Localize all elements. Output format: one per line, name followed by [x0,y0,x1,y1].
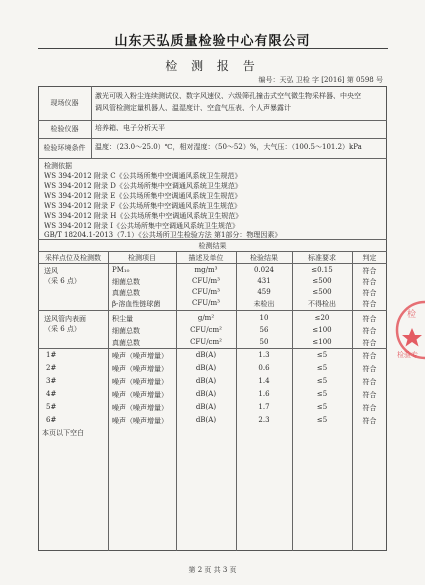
cell-item: 真菌总数 [112,289,140,297]
results-title: 检测结果 [198,242,227,250]
cell-verdict: 符合 [362,327,377,335]
lab-instrument-label: 检验仪器 [50,125,79,133]
divider [108,251,109,551]
cell-verdict: 符合 [362,278,377,286]
cell-standard: ≤0.15 [311,266,333,274]
col-header-verdict: 判定 [362,254,377,262]
cell-unit: CFU/cm² [190,326,222,334]
report-title: 检 测 报 告 [165,59,260,73]
cell-verdict: 符合 [362,300,377,308]
cell-standard: ≤500 [312,277,332,285]
group-count: （采 6 点） [44,325,81,333]
basis-item: WS 394-2012 附录 I《公共场所集中空调通风系统卫生规范》 [44,222,239,230]
cell-point: 1# [46,351,57,359]
cell-result: 1.3 [258,351,270,359]
cell-result: 50 [259,338,269,346]
report-number: 编号：天弘 卫检 字 [2016] 第 0598 号 [258,76,383,84]
cell-standard: ≤20 [314,314,330,322]
basis-item: GB/T 18204.1-2013（7.1）《公共场所卫生检验方法 第1部分：物理因素》 [44,231,282,239]
group-count: （采 6 点） [44,277,81,285]
cell-unit: dB(A) [195,390,217,398]
cell-point: 6# [46,416,57,424]
group-name: 送风管内表面 [44,315,86,323]
cell-unit: mg/m³ [194,266,218,274]
seal-text-top: 检 [407,310,417,320]
basis-title: 检测依据 [44,162,72,170]
cell-standard: ≤100 [312,338,332,346]
cell-result: 56 [259,326,269,334]
cell-unit: dB(A) [195,403,217,411]
col-header-standard: 标准要求 [308,254,336,262]
blank-note: 本页以下空白 [42,429,84,437]
cell-unit: dB(A) [195,377,217,385]
basis-section [38,160,387,240]
divider [91,86,92,158]
cell-item: 噪声（噪声增量） [112,352,168,360]
cell-item: 积尘量 [112,315,133,323]
cell-unit: dB(A) [195,351,217,359]
cell-standard: ≤100 [312,326,332,334]
cell-standard: 不得检出 [308,300,336,308]
environment-value: 温度：（23.0～25.0）℃，相对湿度：（50～52）%，大气压：（100.5～101.2）kPa [95,143,362,151]
col-header-unit: 描述及单位 [188,254,224,262]
official-seal-stamp [395,295,425,365]
cell-standard: ≤5 [316,364,328,372]
cell-item: 细菌总数 [112,327,140,335]
cell-standard: ≤5 [316,351,328,359]
cell-item: 噪声（噪声增量） [112,391,168,399]
basis-item: WS 394-2012 附录 H《公共场所集中空调通风系统卫生规范》 [44,212,243,220]
col-header-result: 检验结果 [250,254,278,262]
cell-unit: CFU/m³ [192,277,220,285]
divider [38,251,387,252]
cell-unit: dB(A) [195,416,217,424]
cell-point: 5# [46,403,57,411]
cell-verdict: 符合 [362,417,377,425]
lab-instrument-value: 培养箱、电子分析天平 [95,124,165,132]
cell-item: PM₁₀ [112,266,130,274]
divider [38,348,387,349]
cell-standard: ≤5 [316,403,328,411]
cell-verdict: 符合 [362,378,377,386]
cell-item: 噪声（噪声增量） [112,378,168,386]
cell-result: 1.6 [258,390,270,398]
instrument-value-line1: 激光可吸入粉尘连续测试仪、数字风速仪、六级筛孔撞击式空气微生物采样器、中央空 [95,92,361,100]
cell-item: 细菌总数 [112,278,140,286]
cell-result: 10 [259,314,269,322]
basis-item: WS 394-2012 附录 C《公共场所集中空调通风系统卫生规范》 [44,172,242,180]
cell-verdict: 符合 [362,289,377,297]
cell-result: 1.4 [258,377,270,385]
instrument-value-line2: 调风管检测定量机器人、温湿度计、空盒气压表、个人声暴露计 [95,104,291,112]
cell-verdict: 符合 [362,267,377,275]
cell-unit: CFU/m³ [192,288,220,296]
cell-standard: ≤5 [316,390,328,398]
cell-verdict: 符合 [362,315,377,323]
cell-item: β-溶血性链球菌 [112,300,161,308]
cell-point: 2# [46,364,57,372]
divider [38,138,387,139]
cell-unit: CFU/m³ [192,299,220,307]
cell-unit: g/m² [197,314,215,322]
environment-label: 检验环境条件 [43,144,86,152]
col-header-sample: 采样点位及检测数 [45,254,101,262]
cell-standard: ≤5 [316,416,328,424]
cell-item: 噪声（噪声增量） [112,365,168,373]
group-name: 送风 [44,267,58,275]
cell-verdict: 符合 [362,352,377,360]
divider [236,251,237,551]
cell-result: 2.3 [258,416,270,424]
divider [38,310,387,311]
cell-item: 噪声（噪声增量） [112,417,168,425]
cell-point: 4# [46,390,57,398]
cell-result: 未检出 [253,300,275,308]
instrument-label: 现场仪器 [50,99,79,107]
basis-item: WS 394-2012 附录 F《公共场所集中空调通风系统卫生规范》 [44,202,242,210]
cell-unit: dB(A) [195,364,217,372]
divider [176,251,177,551]
cell-standard: ≤500 [312,288,332,296]
divider [38,158,387,159]
page-number: 第 2 页 共 3 页 [188,566,237,574]
cell-result: 0.024 [253,266,275,274]
divider [38,263,387,264]
cell-verdict: 符合 [362,391,377,399]
cell-result: 459 [257,288,271,296]
cell-item: 真菌总数 [112,339,140,347]
basis-item: WS 394-2012 附录 E《公共场所集中空调通风系统卫生规范》 [44,192,242,200]
cell-verdict: 符合 [362,365,377,373]
seal-text-bottom: 检验专 [397,351,418,359]
basis-item: WS 394-2012 附录 D《公共场所集中空调通风系统卫生规范》 [44,182,242,190]
header-rule [38,48,388,49]
cell-standard: ≤5 [316,377,328,385]
col-header-item: 检测项目 [128,254,156,262]
divider [38,239,387,240]
cell-result: 0.6 [258,364,270,372]
cell-item: 噪声（噪声增量） [112,404,168,412]
cell-verdict: 符合 [362,339,377,347]
cell-unit: CFU/cm² [190,338,222,346]
cell-verdict: 符合 [362,404,377,412]
divider [292,251,293,551]
cell-point: 3# [46,377,57,385]
organization-name: 山东天弘质量检验中心有限公司 [114,34,311,49]
cell-result: 1.7 [258,403,270,411]
seal-star-icon [402,328,422,347]
divider [38,120,387,121]
cell-result: 431 [257,277,271,285]
